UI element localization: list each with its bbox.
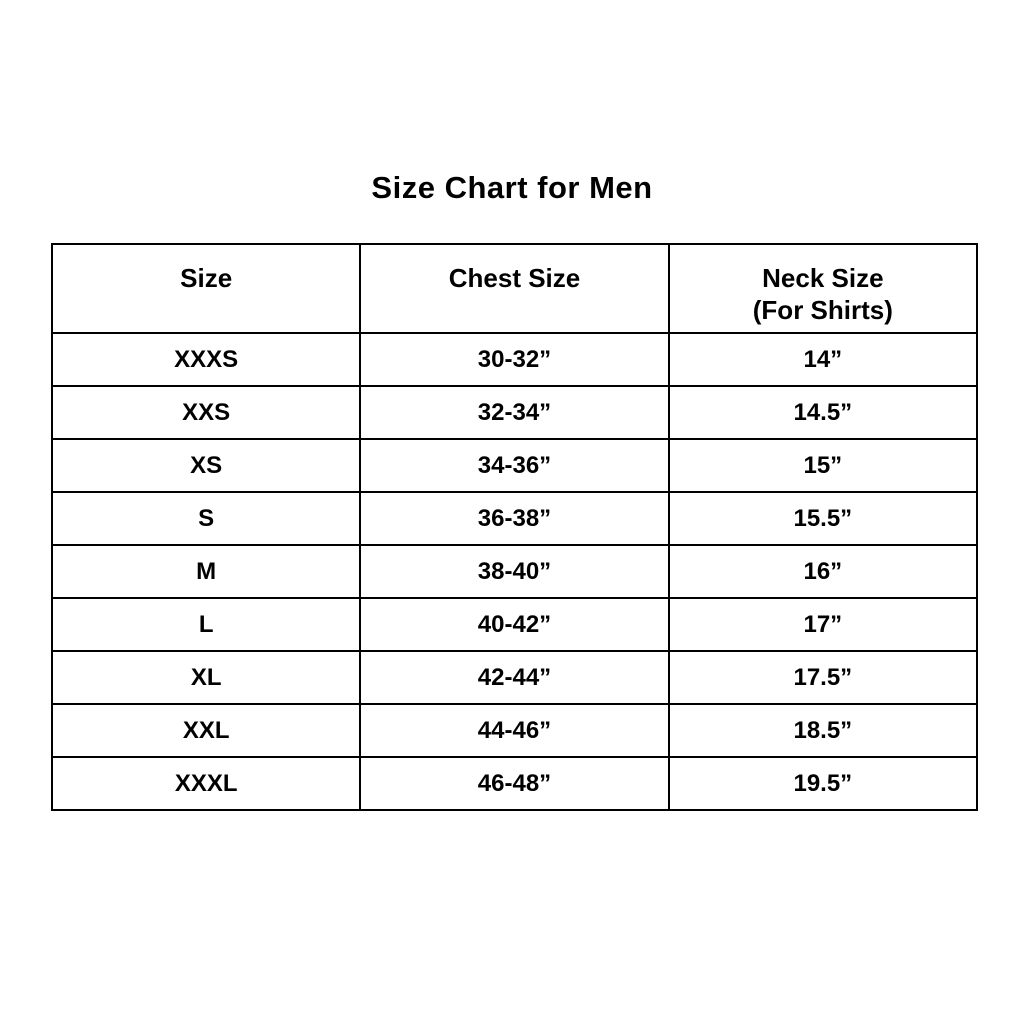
chest-size-cell: 38-40” <box>360 545 668 598</box>
chest-size-cell: 34-36” <box>360 439 668 492</box>
table-row <box>52 492 977 545</box>
page-title: Size Chart for Men <box>371 170 653 205</box>
size-cell: XXL <box>52 704 360 757</box>
chest-size-cell: 40-42” <box>360 598 668 651</box>
size-cell: S <box>52 492 360 545</box>
neck-size-cell: 15” <box>669 439 977 492</box>
table-row <box>52 333 977 386</box>
neck-size-cell: 18.5” <box>669 704 977 757</box>
neck-size-cell: 14.5” <box>669 386 977 439</box>
column-header-neck-size <box>669 244 977 333</box>
size-cell: XXXS <box>52 333 360 386</box>
chest-size-cell: 30-32” <box>360 333 668 386</box>
size-cell: XXS <box>52 386 360 439</box>
size-cell: XXXL <box>52 757 360 810</box>
size-cell: L <box>52 598 360 651</box>
column-header-size: Size <box>52 244 360 333</box>
table-row <box>52 386 977 439</box>
table-row <box>52 598 977 651</box>
size-cell: M <box>52 545 360 598</box>
table-row <box>52 651 977 704</box>
table-header-row <box>52 244 977 333</box>
size-cell: XS <box>52 439 360 492</box>
neck-size-cell: 19.5” <box>669 757 977 810</box>
chest-size-cell: 46-48” <box>360 757 668 810</box>
table-row <box>52 545 977 598</box>
column-header-neck-size-line2: (For Shirts) <box>752 295 893 325</box>
table-row <box>52 704 977 757</box>
column-header-chest-size: Chest Size <box>360 244 668 333</box>
table-row <box>52 757 977 810</box>
chest-size-cell: 32-34” <box>360 386 668 439</box>
neck-size-cell: 15.5” <box>669 492 977 545</box>
neck-size-cell: 14” <box>669 333 977 386</box>
chest-size-cell: 44-46” <box>360 704 668 757</box>
chest-size-cell: 42-44” <box>360 651 668 704</box>
chest-size-cell: 36-38” <box>360 492 668 545</box>
neck-size-cell: 16” <box>669 545 977 598</box>
table-row <box>52 439 977 492</box>
column-header-neck-size-line1: Neck Size <box>762 263 884 293</box>
neck-size-cell: 17” <box>669 598 977 651</box>
size-chart-table <box>51 243 978 811</box>
size-cell: XL <box>52 651 360 704</box>
neck-size-cell: 17.5” <box>669 651 977 704</box>
